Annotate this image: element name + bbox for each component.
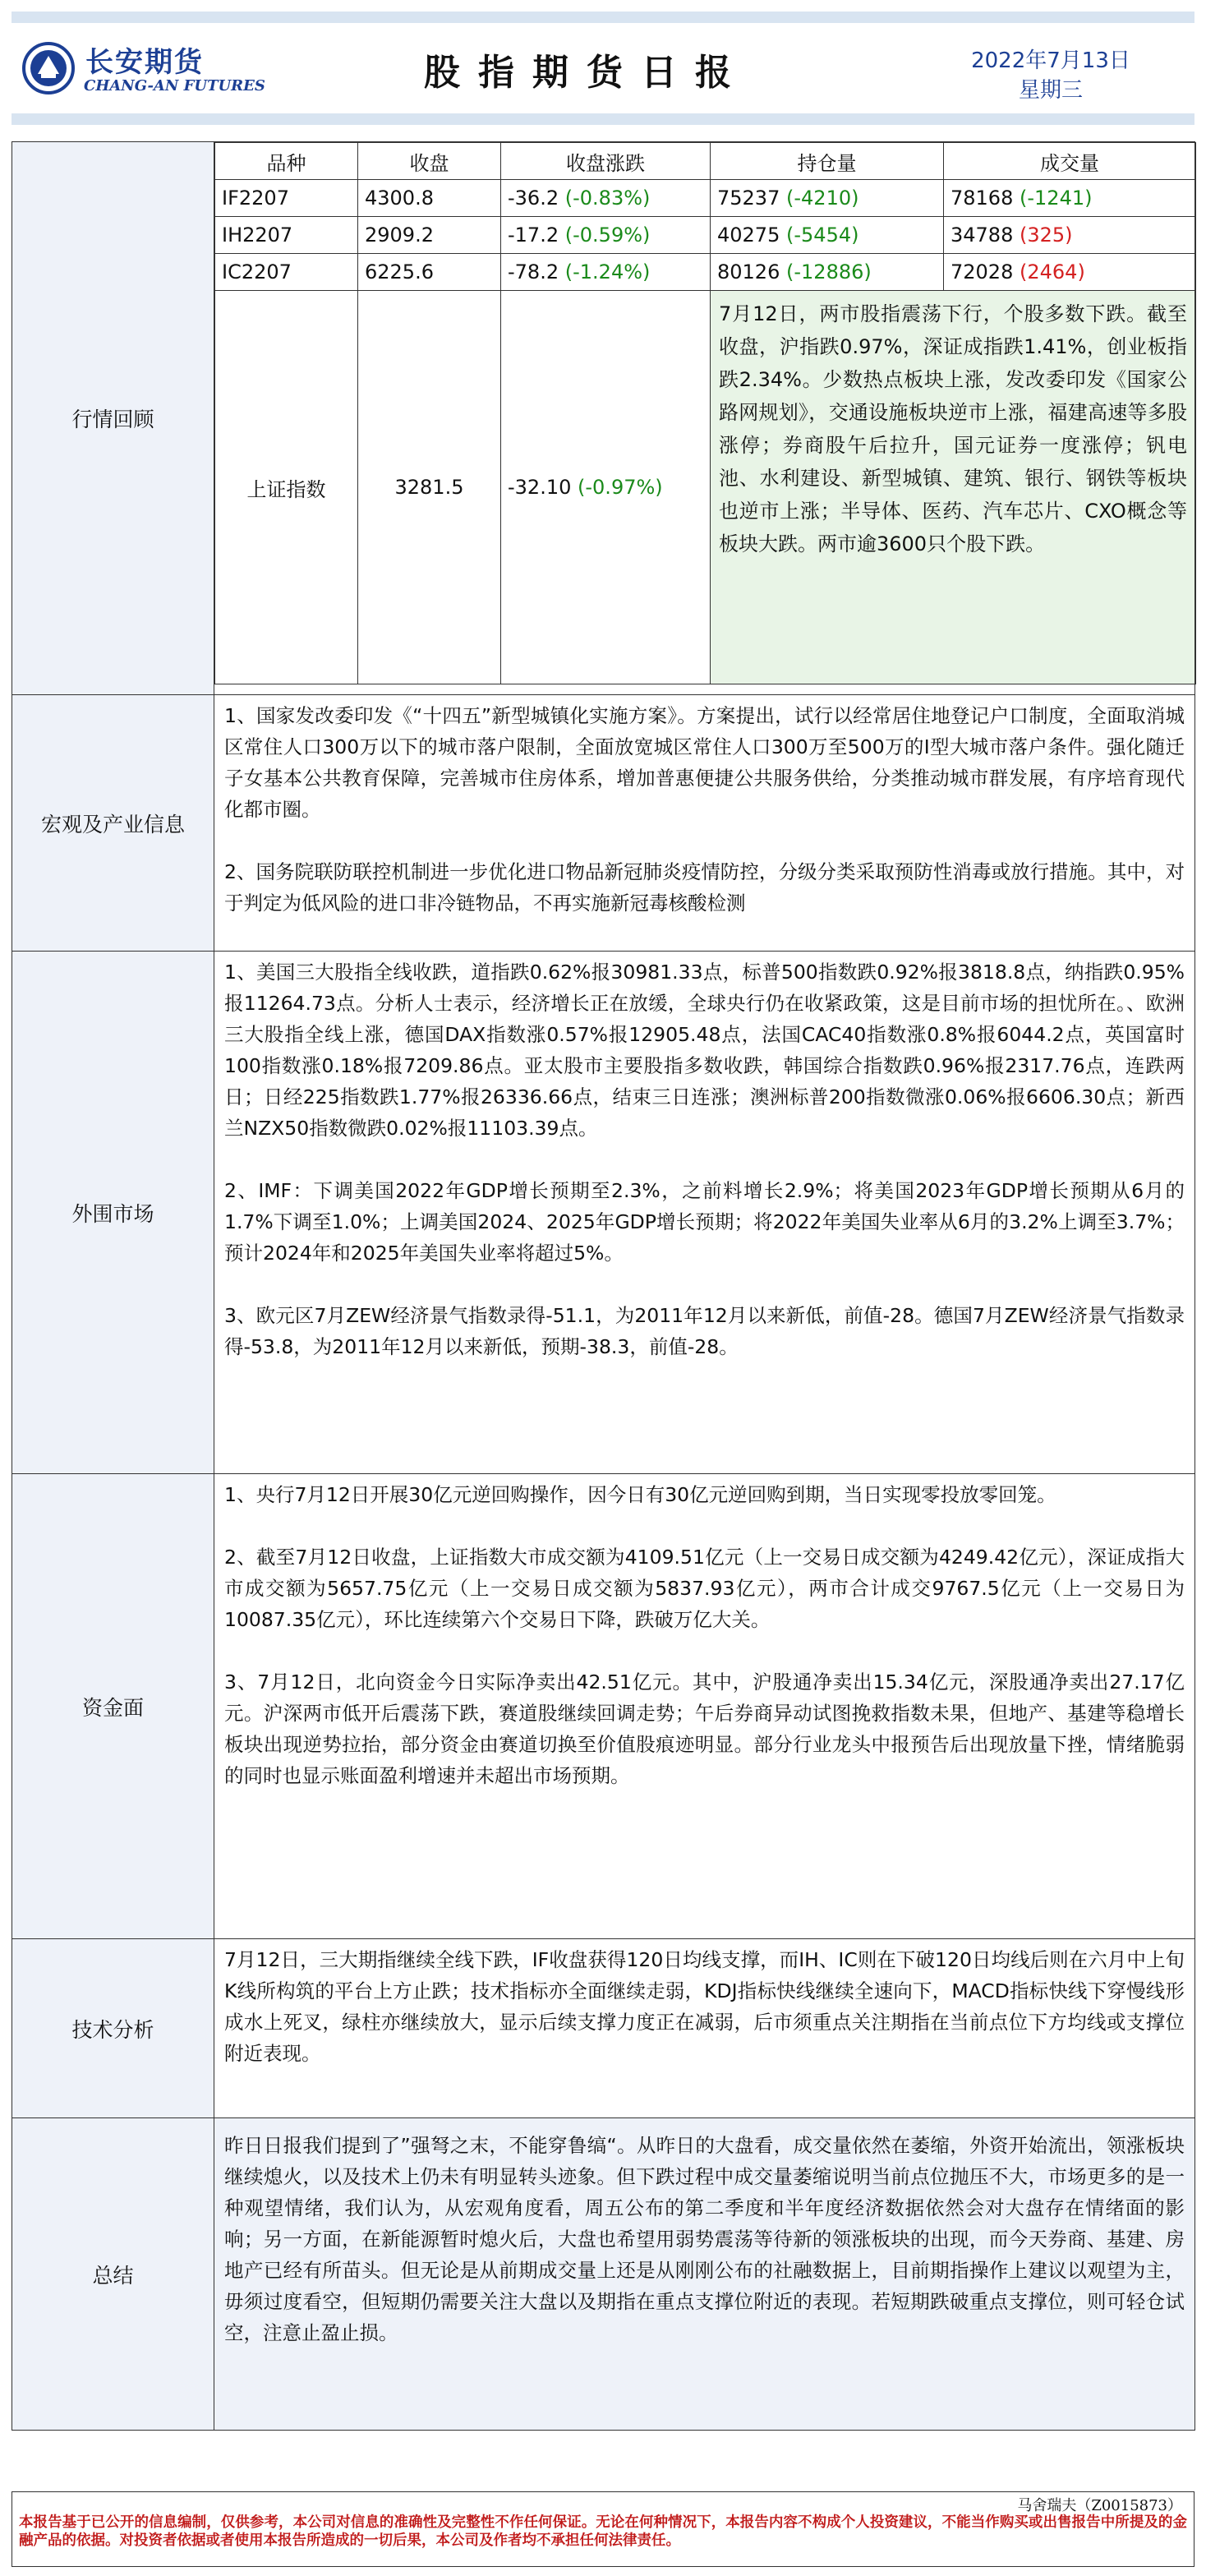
quote-table — [214, 142, 1196, 684]
quote-volume-value: 34788 — [951, 223, 1014, 247]
quote-volume-value: 72028 — [951, 260, 1014, 283]
quote-oi — [711, 254, 944, 291]
summary-content — [214, 2118, 1195, 2431]
section-market-review — [12, 142, 1195, 695]
quote-row — [215, 217, 1196, 254]
macro-paragraph: 2、国务院联防联控机制进一步优化进口物品新冠肺炎疫情防控，分级分类采取预防性消毒或放行措施。其中，对于判定为低风险的进口非冷链物品，不再实施新冠毒核酸检测 — [224, 860, 1185, 915]
macro-paragraph: 1、国家发改委印发《“十四五”新型城镇化实施方案》。方案提出，试行以经常居住地登记户口制度，全面取消城区常住人口300万以下的城市落户限制，全面放宽城区常住人口300万至500万的I型大城市落户条件。强化随迁子女基本公共教育保障，完善城市住房体系，增加普惠便捷公共服务供给，分类推动城市群发展，有序培育现代化都市圈。 — [224, 704, 1185, 821]
index-change — [501, 291, 711, 684]
logo-emblem-icon — [21, 41, 76, 95]
quote-close: 2909.2 — [358, 217, 501, 254]
report-header — [12, 23, 1194, 113]
quote-oi-value: 75237 — [717, 187, 780, 210]
quote-change-value: -78.2 — [508, 260, 559, 283]
quote-row — [215, 254, 1196, 291]
quote-oi — [711, 217, 944, 254]
quote-oi-value: 40275 — [717, 223, 780, 247]
index-name: 上证指数 — [215, 291, 358, 684]
quote-name: IC2207 — [215, 254, 358, 291]
quote-header-row — [215, 143, 1196, 180]
section-macro — [12, 695, 1195, 952]
quote-volume-value: 78168 — [951, 187, 1014, 210]
section-label-macro: 宏观及产业信息 — [12, 695, 214, 952]
report-date-box — [964, 46, 1137, 105]
report-date: 2022年7月13日 — [971, 48, 1130, 73]
index-change-value: -32.10 — [508, 476, 572, 499]
funds-paragraph: 3、7月12日，北向资金今日实际净卖出42.51亿元。其中，沪股通净卖出15.34亿元，深股通净卖出27.17亿元。沪深两市低开后震荡下跌，赛道股继续回调走势；午后券商异动试图挽救指数未果，但地产、基建等稳增长板块出现逆势拉抬，部分资金由赛道切换至价值股痕迹明显。部分行业龙头中报预告后出现放量下挫，情绪脆弱的同时也显示账面盈利增速并未超出市场预期。 — [224, 1670, 1185, 1787]
quote-name: IH2207 — [215, 217, 358, 254]
quote-oi-value: 80126 — [717, 260, 780, 283]
quote-change-pct: (-0.83%) — [564, 187, 651, 210]
disclaimer-text: 本报告基于已公开的信息编制，仅供参考，本公司对信息的准确性及完整性不作任何保证。无论在何种情况下，本报告内容不构成个人投资建议，不能当作购买或出售报告中所提及的金融产品的依据。对投资者依据或者使用本报告所造成的一切后果，本公司及作者均不承担任何法律责任。 — [19, 2514, 1187, 2549]
report-title: 股指期货日报 — [424, 52, 749, 94]
report-table — [12, 141, 1195, 2431]
technical-paragraph: 7月12日，三大期指继续全线下跌，IF收盘获得120日均线支撑，而IH、IC则在下破120日均线后则在六月中上旬K线所构筑的平台上方止跌；技术指标亦全面继续走弱，KDJ指标快线继续全速向下，MACD指标快线下穿慢线形成水上死叉，绿柱亦继续放大，显示后续支撑力度正在减弱，后市须重点关注期指在当前点位下方均线或支撑位附近表现。 — [224, 1948, 1185, 2065]
index-row — [215, 291, 1196, 684]
quote-change-value: -36.2 — [508, 187, 559, 210]
index-change-pct: (-0.97%) — [578, 476, 663, 499]
quote-change-pct: (-0.59%) — [564, 223, 651, 247]
section-funds — [12, 1474, 1195, 1939]
technical-content — [214, 1939, 1195, 2118]
header-band-bottom — [12, 113, 1194, 125]
foreign-paragraph: 3、欧元区7月ZEW经济景气指数录得-51.1，为2011年12月以来新低，前值-28。德国7月ZEW经济景气指数录得-53.8，为2011年12月以来新低，预期-38.3，前值-28。 — [224, 1304, 1185, 1358]
quote-oi-change: (-4210) — [786, 187, 859, 210]
logo-text-cn: 长安期货 — [85, 46, 204, 79]
company-logo — [21, 38, 265, 104]
quote-change-value: -17.2 — [508, 223, 559, 247]
funds-paragraph: 2、截至7月12日收盘，上证指数大市成交额为4109.51亿元（上一交易日成交额为4249.42亿元），深证成指大市成交额为5657.75亿元（上一交易日成交额为5837.93亿元），两市合计成交9767.5亿元（上一交易日为10087.35亿元），环比连续第六个交易日下降，跌破万亿大关。 — [224, 1546, 1185, 1631]
col-header-change: 收盘涨跌 — [501, 143, 711, 180]
section-label-funds: 资金面 — [12, 1474, 214, 1939]
quote-oi-change: (-5454) — [786, 223, 859, 247]
funds-paragraph: 1、央行7月12日开展30亿元逆回购操作，因今日有30亿元逆回购到期，当日实现零投放零回笼。 — [224, 1483, 1056, 1506]
quote-change — [501, 254, 711, 291]
col-header-name: 品种 — [215, 143, 358, 180]
market-review-content — [214, 142, 1195, 695]
foreign-paragraph: 1、美国三大股指全线收跌，道指跌0.62%报30981.33点，标普500指数跌0.92%报3818.8点，纳指跌0.95%报11264.73点。分析人士表示，经济增长正在放缓，全球央行仍在收紧政策，这是目前市场的担忧所在。、欧洲三大股指全线上涨，德国DAX指数涨0.57%报12905.48点，法国CAC40指数涨0.8%报6044.2点，英国富时100指数涨0.18%报7209.86点。亚太股市主要股指多数收跌，韩国综合指数跌0.96%报2317.76点，连跌两日；日经225指数跌1.77%报26336.66点，结束三日连涨；澳洲标普200指数微涨0.06%报6606.30点；新西兰NZX50指数微跌0.02%报11103.39点。 — [224, 961, 1185, 1140]
index-close: 3281.5 — [358, 291, 501, 684]
foreign-paragraph: 2、IMF：下调美国2022年GDP增长预期至2.3%，之前料增长2.9%；将美国2023年GDP增长预期从6月的1.7%下调至1.0%；上调美国2024、2025年GDP增长预期；将2022年美国失业率从6月的3.2%上调至3.7%；预计2024年和2025年美国失业率将超过5%。 — [224, 1179, 1185, 1265]
quote-volume-change: (2464) — [1020, 260, 1085, 283]
section-summary — [12, 2118, 1195, 2431]
quote-close: 6225.6 — [358, 254, 501, 291]
foreign-content — [214, 952, 1195, 1474]
quote-change-pct: (-1.24%) — [564, 260, 651, 283]
quote-volume — [944, 217, 1196, 254]
quote-volume-change: (325) — [1020, 223, 1073, 247]
section-label-technical: 技术分析 — [12, 1939, 214, 2118]
funds-content — [214, 1474, 1195, 1939]
quote-row — [215, 180, 1196, 217]
quote-volume-change: (-1241) — [1020, 187, 1093, 210]
quote-close: 4300.8 — [358, 180, 501, 217]
analyst-signature: 马舍瑞夫（Z0015873） — [1017, 2497, 1182, 2514]
col-header-close: 收盘 — [358, 143, 501, 180]
section-technical — [12, 1939, 1195, 2118]
quote-change — [501, 217, 711, 254]
quote-oi-change: (-12886) — [786, 260, 872, 283]
col-header-oi: 持仓量 — [711, 143, 944, 180]
macro-content — [214, 695, 1195, 952]
quote-change — [501, 180, 711, 217]
col-header-volume: 成交量 — [944, 143, 1196, 180]
logo-text-en: CHANG-AN FUTURES — [84, 77, 265, 94]
quote-volume — [944, 254, 1196, 291]
report-weekday: 星期三 — [1018, 78, 1083, 103]
section-label-summary: 总结 — [12, 2118, 214, 2431]
summary-paragraph: 昨日日报我们提到了”强弩之末，不能穿鲁缟“。从昨日的大盘看，成交量依然在萎缩，外资开始流出，领涨板块继续熄火，以及技术上仍未有明显转头迹象。但下跌过程中成交量萎缩说明当前点位抛压不大，市场更多的是一种观望情绪，我们认为，从宏观角度看，周五公布的第二季度和半年度经济数据依然会对大盘存在情绪面的影响；另一方面，在新能源暂时熄火后，大盘也希望用弱势震荡等待新的领涨板块的出现，而今天券商、基建、房地产已经有所苗头。但无论是从前期成交量上还是从刚刚公布的社融数据上，目前期指操作上建议以观望为主，毋须过度看空，但短期仍需要关注大盘以及期指在重点支撑位附近的表现。若短期跌破重点支撑位，则可轻仓试空，注意止盈止损。 — [224, 2134, 1185, 2344]
section-label-foreign: 外围市场 — [12, 952, 214, 1474]
disclaimer-box — [12, 2491, 1194, 2567]
section-label-market-review: 行情回顾 — [12, 142, 214, 695]
market-summary-text: 7月12日，两市股指震荡下行，个股多数下跌。截至收盘，沪指跌0.97%，深证成指跌1.41%，创业板指跌2.34%。少数热点板块上涨，发改委印发《国家公路网规划》，交通设施板块逆市上涨，福建高速等多股涨停；券商股午后拉升，国元证券一度涨停；钒电池、水利建设、新型城镇、建筑、银行、钢铁等板块也逆市上涨；半导体、医药、汽车芯片、CXO概念等板块大跌。两市逾3600只个股下跌。 — [711, 291, 1196, 684]
header-band-top — [12, 12, 1194, 23]
quote-name: IF2207 — [215, 180, 358, 217]
section-foreign — [12, 952, 1195, 1474]
quote-oi — [711, 180, 944, 217]
quote-volume — [944, 180, 1196, 217]
